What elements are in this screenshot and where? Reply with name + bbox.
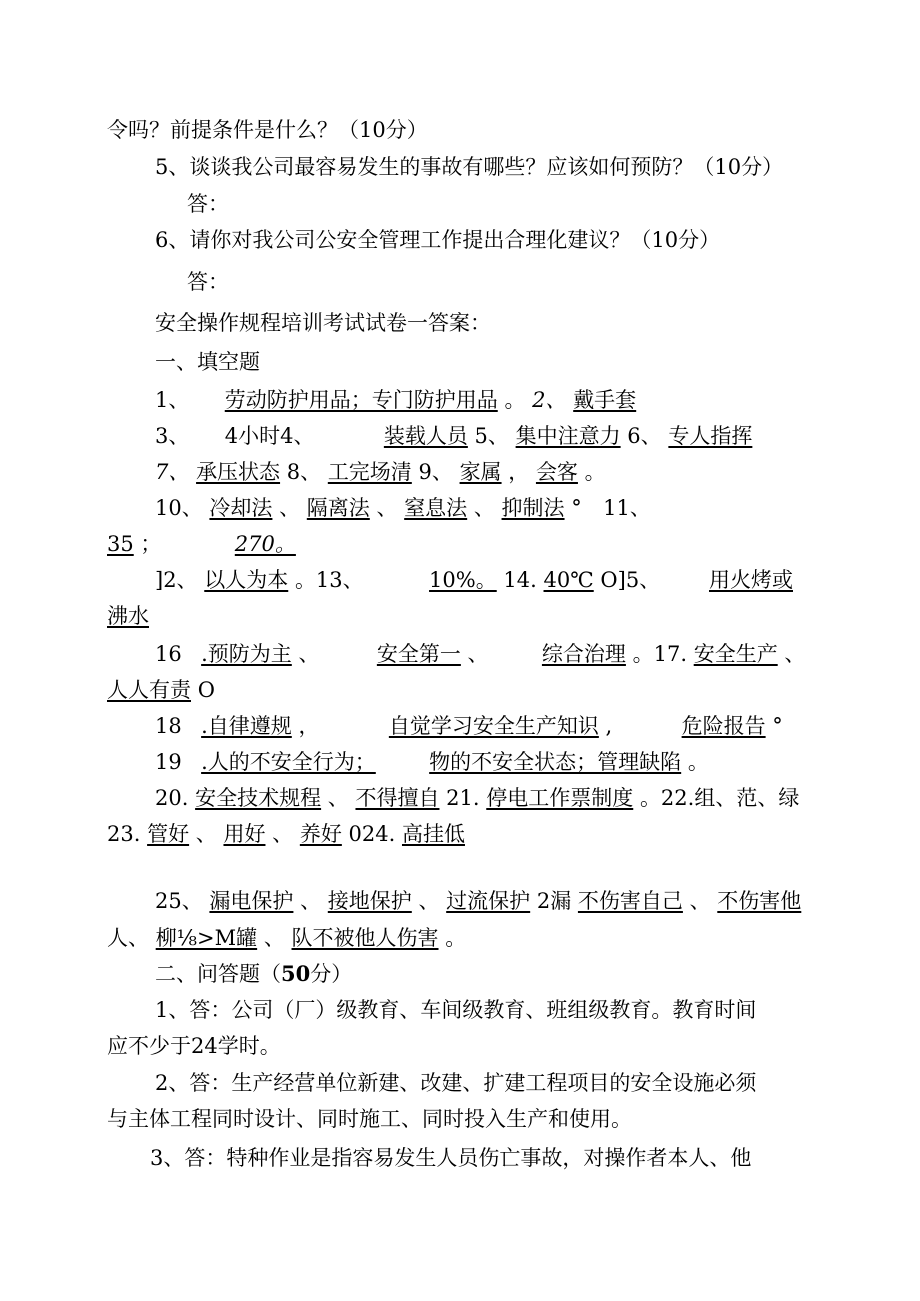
fill-answer-row <box>155 887 801 915</box>
item-number: 23. <box>107 822 141 846</box>
answer-text: 管好 <box>147 822 190 846</box>
text: 。 <box>687 750 709 774</box>
item-number: 。17. <box>632 642 688 666</box>
text: 人、 <box>107 926 149 950</box>
text: 、 <box>279 496 301 520</box>
answer-text: 安全技术规程 <box>195 786 322 810</box>
text: , <box>605 714 613 738</box>
answer-text: 队不被他人伤害 <box>291 926 439 950</box>
text: 、 <box>263 926 285 950</box>
item-number: 16 <box>155 642 182 666</box>
answer-text: 专人指挥 <box>668 424 753 448</box>
text: ； <box>140 532 162 556</box>
answer-text: .人的不安全行为； <box>201 750 376 774</box>
fill-answer-row <box>155 640 805 668</box>
answer-text: 危险报告 <box>681 714 766 738</box>
item-number: 1、 <box>155 388 190 412</box>
fill-answer-row <box>107 820 465 848</box>
fill-answer-row <box>155 458 606 486</box>
answer-2: 2、答：生产经营单位新建、改建、扩建工程项目的安全设施必须 <box>155 1071 757 1095</box>
fill-answer-row <box>155 784 799 812</box>
answer-text: 10%。 <box>429 568 497 592</box>
answer-text: 物的不安全状态；管理缺陷 <box>429 750 682 774</box>
text: 、 <box>327 786 349 810</box>
answer-text: 柳⅛>M罐 <box>155 926 258 950</box>
answer-text: 不得擅自 <box>355 786 440 810</box>
answer-1: 1、答：公司（厂）级教育、车间级教育、班组级教育。教育时间 <box>155 998 757 1022</box>
answer-text: 以人为本 <box>204 568 289 592</box>
answer-text: 4小时4、 <box>224 424 315 448</box>
fill-answer-row <box>155 566 660 594</box>
text: 、 <box>298 642 320 666</box>
item-number: 14. <box>503 568 537 592</box>
text: 、 <box>300 889 322 913</box>
answer-label: 答： <box>187 192 229 216</box>
fill-answer-row <box>155 422 752 450</box>
text: ， <box>298 714 320 738</box>
answer-3: 3、答：特种作业是指容易发生人员伤亡事故，对操作者本人、他 <box>150 1146 752 1170</box>
text: 。 <box>584 460 606 484</box>
answer-2-cont: 与主体工程同时设计、同时施工、同时投入生产和使用。 <box>107 1107 632 1131</box>
answer-text: 用好 <box>223 822 266 846</box>
fill-answer-row <box>155 748 709 776</box>
item-number: ]2、 <box>155 568 198 592</box>
answer-text: 过流保护 <box>446 889 531 913</box>
answer-1-cont: 应不少于24学时。 <box>107 1034 281 1058</box>
item-number: 。13、 <box>294 568 364 592</box>
item-number: 024. <box>348 822 396 846</box>
answer-text: 高挂低 <box>401 822 465 846</box>
answer-text: 综合治理 <box>541 642 626 666</box>
answer-text: 养好 <box>299 822 342 846</box>
item-number: 19 <box>155 750 182 774</box>
answer-text: 沸水 <box>107 604 149 628</box>
text: 。 <box>504 388 526 412</box>
answer-text: 停电工作票制度 <box>486 786 634 810</box>
text: 、 <box>195 822 217 846</box>
answer-text: 40℃ <box>543 568 594 592</box>
item-number: 25、 <box>155 889 203 913</box>
answer-text: 不伤害他 <box>717 889 802 913</box>
answer-text: 安全第一 <box>376 642 461 666</box>
answer-text: 集中注意力 <box>515 424 621 448</box>
answer-text: 戴手套 <box>573 388 637 412</box>
answer-key-title: 安全操作规程培训考试试卷一答案： <box>155 311 491 335</box>
text-line: 令吗？前提条件是什么？（10分） <box>107 118 428 142</box>
text: 、 <box>467 642 489 666</box>
text: 、 <box>376 496 398 520</box>
text: 、 <box>272 822 294 846</box>
item-number: 9、 <box>418 460 453 484</box>
answer-text: 35 <box>107 532 134 556</box>
fill-answer-row <box>107 530 296 558</box>
answer-text: 冷却法 <box>209 496 273 520</box>
answer-text: .预防为主 <box>201 642 292 666</box>
score: 50 <box>281 961 311 986</box>
text: 。 <box>445 926 467 950</box>
answer-text: 漏电保护 <box>209 889 294 913</box>
question-5: 5、谈谈我公司最容易发生的事故有哪些？应该如何预防？（10分） <box>155 155 784 179</box>
text: 、 <box>689 889 711 913</box>
item-number: 20. <box>155 786 189 810</box>
item-number: 8、 <box>286 460 322 484</box>
item-number: 3、 <box>155 424 190 448</box>
section-heading-qa <box>155 960 352 988</box>
text: 分） <box>310 962 353 986</box>
answer-text: 自觉学习安全生产知识 <box>388 714 599 738</box>
answer-text: 劳动防护用品；专门防护用品 <box>224 388 498 412</box>
answer-text: 承压状态 <box>196 460 281 484</box>
answer-text: 工完场清 <box>327 460 412 484</box>
answer-text: 家属 <box>459 460 502 484</box>
fill-answer-row <box>155 386 636 414</box>
text: ， <box>508 460 530 484</box>
answer-text: 装载人员 <box>383 424 468 448</box>
answer-text: 安全生产 <box>693 642 778 666</box>
item-number: 5、 <box>474 424 509 448</box>
text: 二、问答题（ <box>155 962 281 986</box>
fill-answer-row <box>107 924 466 952</box>
fill-answer-row <box>155 494 651 522</box>
item-number: 11、 <box>603 496 651 520</box>
item-number: O]5、 <box>600 568 661 592</box>
answer-text: .自律遵规 <box>201 714 292 738</box>
text: 。22.组、范、绿 <box>639 786 800 810</box>
item-number: 21. <box>446 786 480 810</box>
fill-answer-row <box>155 712 783 740</box>
answer-text: 抑制法 <box>501 496 565 520</box>
text: O <box>197 678 215 702</box>
question-6: 6、请你对我公司公安全管理工作提出合理化建议？（10分） <box>155 228 721 252</box>
answer-label: 答： <box>187 270 229 294</box>
answer-text: 用火烤或 <box>709 568 793 592</box>
item-number: 6、 <box>627 424 662 448</box>
item-number: 10、 <box>155 496 203 520</box>
item-number: 2、 <box>532 388 567 412</box>
text: 、 <box>784 642 806 666</box>
text: 、 <box>418 889 440 913</box>
answer-text: 接地保护 <box>327 889 412 913</box>
text: 、 <box>473 496 495 520</box>
answer-text: 会客 <box>535 460 578 484</box>
answer-text: 隔离法 <box>306 496 370 520</box>
answer-text: 人人有责 <box>107 678 191 702</box>
text: ° <box>571 496 582 520</box>
answer-text: 270。 <box>234 532 296 556</box>
item-number: 7、 <box>155 460 190 484</box>
text: ° <box>772 714 783 738</box>
answer-text: 不伤害自己 <box>577 889 683 913</box>
item-number: 18 <box>155 714 182 738</box>
fill-answer-row <box>107 676 215 704</box>
answer-text: 窒息法 <box>404 496 468 520</box>
section-heading-fill-blank: 一、填空题 <box>155 350 260 374</box>
text: 2漏 <box>536 889 572 913</box>
